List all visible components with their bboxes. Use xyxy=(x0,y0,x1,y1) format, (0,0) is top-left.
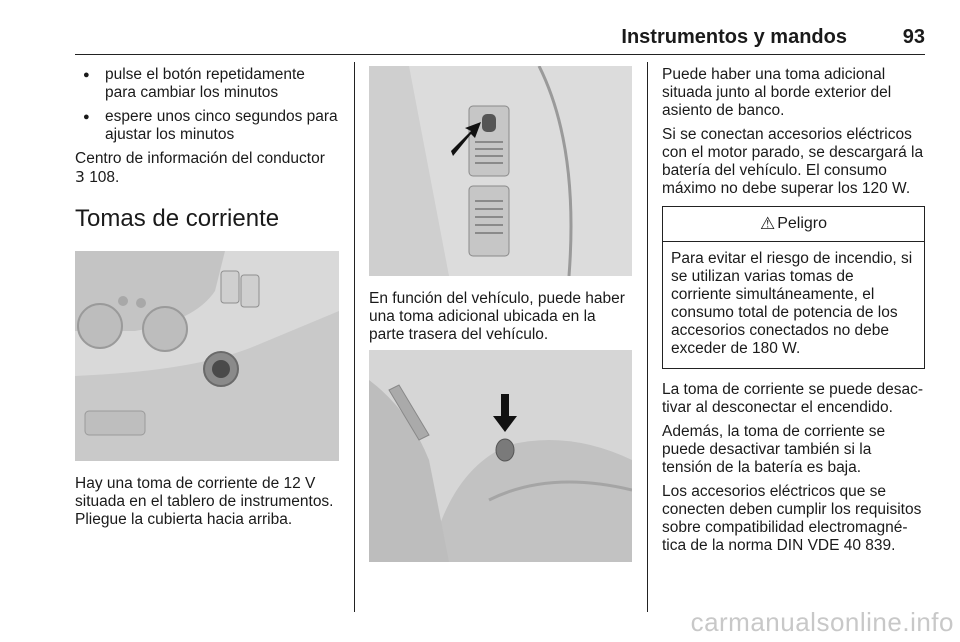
dashboard-socket-illustration xyxy=(75,251,339,461)
reference-symbol: 3 xyxy=(75,168,85,186)
warning-title: Peligro xyxy=(777,215,828,232)
dashboard-socket-figure xyxy=(75,251,339,461)
bullet-item: ● pulse el botón repetidamente para cambiar los minutos xyxy=(75,66,340,102)
seat-socket-illustration xyxy=(369,350,632,562)
paragraph: Además, la toma de corriente se puede desactivar también si la tensión de la batería es baja. xyxy=(662,423,886,476)
warning-header xyxy=(663,207,924,242)
column-3 xyxy=(662,66,925,561)
column-1 xyxy=(75,66,340,535)
side-panel-socket-figure xyxy=(369,66,632,276)
warning-box xyxy=(662,206,925,369)
paragraph: Puede haber una toma adicional situada junto al borde exterior del asiento de banco. xyxy=(662,66,892,119)
reference-page[interactable]: 108. xyxy=(89,169,120,186)
figure-caption: Hay una toma de corriente de 12 V situada en el tablero de instrumentos. Pliegue la cubierta hacia arriba. xyxy=(75,475,334,528)
column-2 xyxy=(369,66,634,562)
section-title: Instrumentos y mandos xyxy=(621,26,847,48)
warning-body: Para evitar el riesgo de incendio, si se utilizan varias tomas de corriente simultáneamente, el consumo total de potencia de los accesorios conectados no debe exceder de 180 W. xyxy=(671,250,913,357)
page-number: 93 xyxy=(902,26,925,48)
figure-caption: En función del vehículo, puede haber una toma adicional ubicada en la parte trasera del vehículo. xyxy=(369,290,625,343)
reference-text: Centro de información del conductor xyxy=(75,150,325,167)
section-heading: Tomas de corriente xyxy=(75,205,280,232)
column-divider-2 xyxy=(647,62,648,612)
cross-reference xyxy=(75,150,340,187)
header-rule xyxy=(75,54,925,55)
header-bar xyxy=(75,26,925,56)
paragraph: Si se conectan accesorios eléctricos con el motor parado, se descargará la batería del vehículo. El consumo máximo no debe superar los 120 W. xyxy=(662,126,924,197)
paragraph: Los accesorios eléctricos que se conecten deben cumplir los requisitos sobre compatibilidad electromagnética de la norma DIN VDE 40 839. xyxy=(662,483,922,554)
watermark: carmanualsonline.info xyxy=(690,607,954,637)
paragraph: La toma de corriente se puede desactivar al desconectar el encendido. xyxy=(662,381,924,416)
seat-socket-figure xyxy=(369,350,632,562)
column-divider-1 xyxy=(354,62,355,612)
warning-triangle-icon: ⚠ xyxy=(759,214,776,234)
side-panel-socket-illustration xyxy=(369,66,632,276)
bullet-item: ● espere unos cinco segundos para ajustar los minutos xyxy=(75,108,340,144)
